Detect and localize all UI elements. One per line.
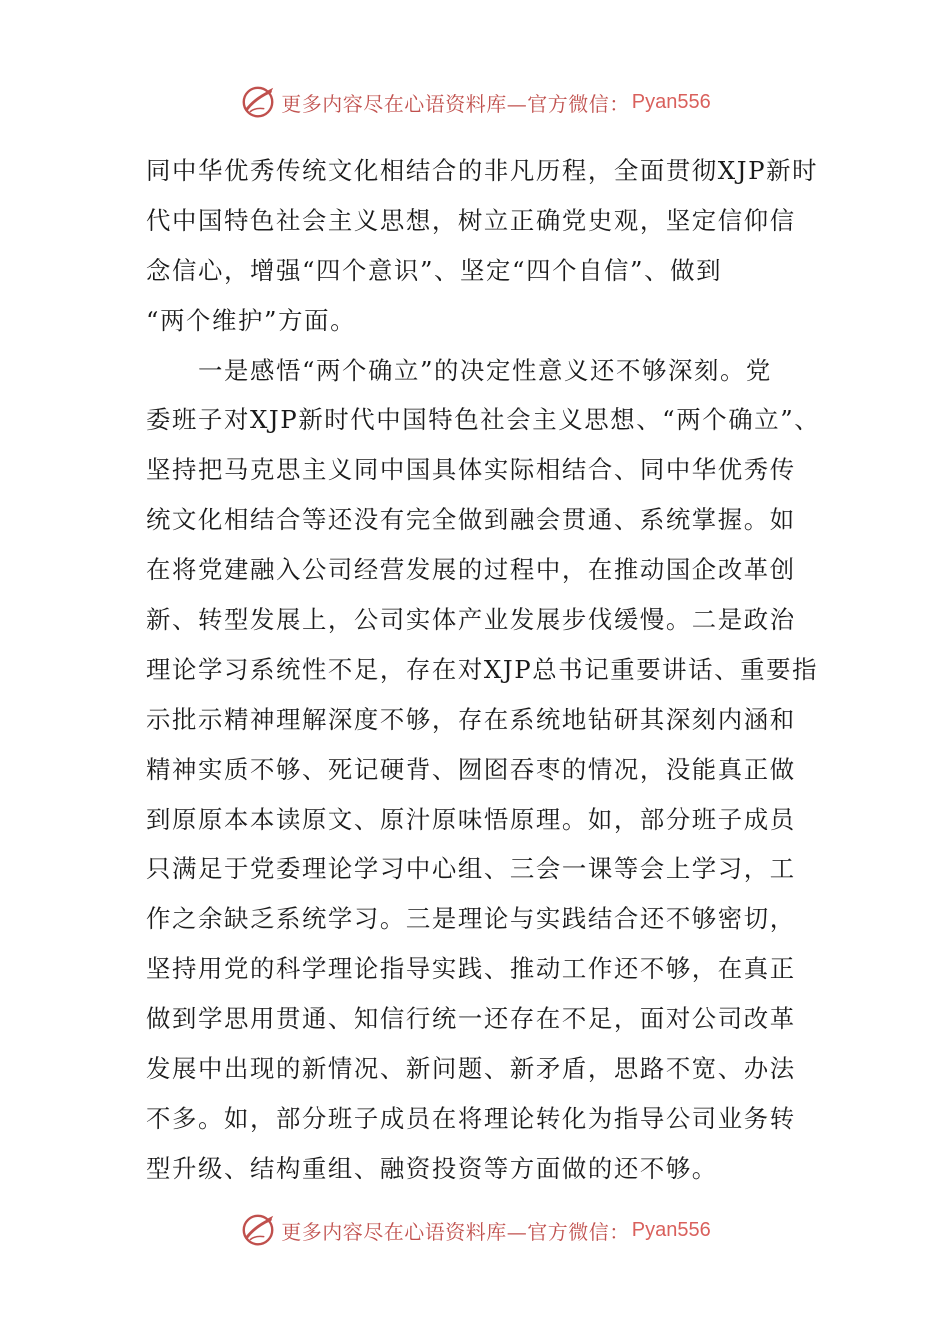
- text-line: 统文化相结合等还没有完全做到融会贯通、系统掌握。如: [146, 505, 796, 535]
- text-line: 代中国特色社会主义思想，树立正确党史观，坚定信仰信: [146, 205, 796, 235]
- text-line: 只满足于党委理论学习中心组、三会一课等会上学习，工: [146, 854, 796, 884]
- header-banner-text: 更多内容尽在心语资料库—官方微信：: [281, 91, 630, 116]
- text-line: 不多。如，部分班子成员在将理论转化为指导公司业务转: [146, 1103, 796, 1133]
- text-line: 理论学习系统性不足，存在对XJP总书记重要讲话、重要指: [146, 654, 819, 684]
- text-line: 到原原本本读原文、原汁原味悟原理。如，部分班子成员: [146, 804, 796, 834]
- text-line: 在将党建融入公司经营发展的过程中，在推动国企改革创: [146, 555, 796, 585]
- text-line: 一是感悟“两个确立”的决定性意义还不够深刻。党: [146, 355, 772, 385]
- text-line: 精神实质不够、死记硬背、囫囵吞枣的情况，没能真正做: [146, 754, 796, 784]
- text-line: 发展中出现的新情况、新问题、新矛盾，思路不宽、办法: [146, 1054, 796, 1084]
- header-banner-wechat-id: Pyan556: [631, 90, 711, 113]
- text-line: 型升级、结构重组、融资投资等方面做的还不够。: [146, 1153, 718, 1183]
- text-line: 做到学思用贯通、知信行统一还存在不足，面对公司改革: [146, 1004, 796, 1034]
- text-line: 坚持用党的科学理论指导实践、推动工作还不够，在真正: [146, 954, 796, 984]
- text-line: 委班子对XJP新时代中国特色社会主义思想、“两个确立”、: [146, 405, 821, 435]
- footer-banner-text: 更多内容尽在心语资料库—官方微信：: [281, 1219, 630, 1244]
- footer-banner-wechat-id: Pyan556: [631, 1218, 711, 1241]
- text-line: 坚持把马克思主义同中国具体实际相结合、同中华优秀传: [146, 455, 796, 485]
- footer-banner: [0, 1208, 950, 1252]
- document-body: [146, 146, 821, 1194]
- text-line: 示批示精神理解深度不够，存在系统地钻研其深刻内涵和: [146, 704, 796, 734]
- text-line: 新、转型发展上，公司实体产业发展步伐缓慢。二是政治: [146, 605, 796, 635]
- text-line: 念信心，增强“四个意识”、坚定“四个自信”、做到: [146, 255, 723, 285]
- text-line: 作之余缺乏系统学习。三是理论与实践结合还不够密切，: [146, 904, 796, 934]
- header-banner: [0, 80, 950, 124]
- text-line: “两个维护”方面。: [146, 305, 357, 335]
- pen-logo-icon: [239, 83, 277, 121]
- pen-logo-icon: [239, 1211, 277, 1249]
- text-line: 同中华优秀传统文化相结合的非凡历程，全面贯彻XJP新时: [146, 156, 819, 185]
